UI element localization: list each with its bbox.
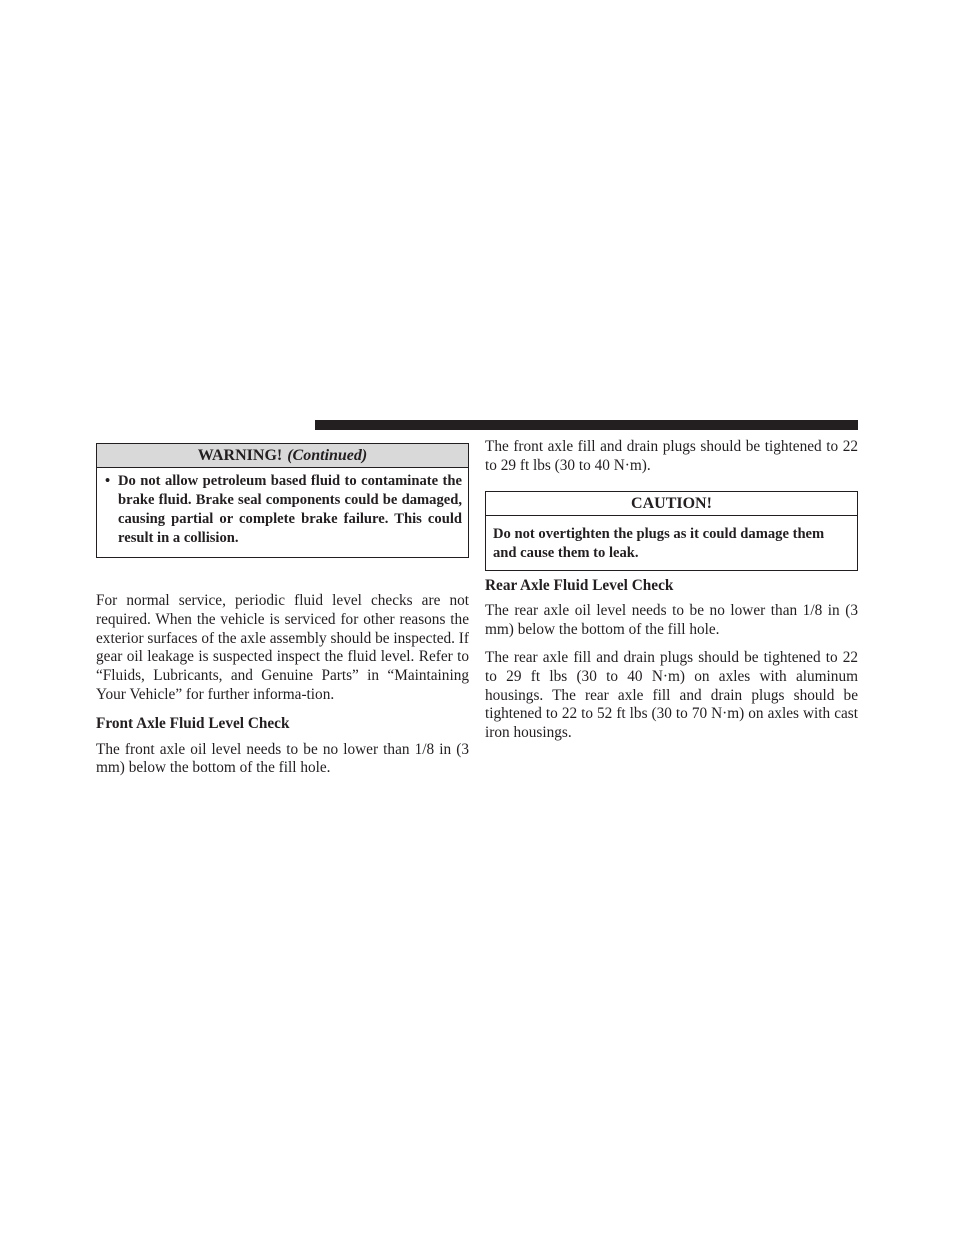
warning-body: [97, 468, 468, 557]
rear-axle-paragraph-1: The rear axle oil level needs to be no lower than 1/8 in (3 mm) below the bottom of the fill hole.: [485, 602, 858, 639]
warning-bullet-text: Do not allow petroleum based fluid to contaminate the brake fluid. Brake seal components could be damaged, causing partial or complete brake failure. This could result in a collision.: [118, 473, 462, 546]
intro-paragraph: For normal service, periodic fluid level checks are not required. When the vehicle is serviced for other reasons the exterior surfaces of the axle assembly should be inspected. If gear oil leakage is suspected inspect the fluid level. Refer to “Fluids, Lubricants, and Genuine Parts” in “Maintaining Your Vehicle” for further informa-tion.: [96, 592, 469, 703]
bullet-icon: •: [105, 473, 111, 489]
left-column: [96, 438, 469, 778]
right-column: [485, 438, 858, 743]
warning-continued: (Continued): [287, 447, 368, 464]
caution-box: [485, 491, 858, 571]
section-header-bar: [315, 420, 858, 430]
rear-axle-heading: Rear Axle Fluid Level Check: [485, 576, 674, 594]
rear-axle-paragraph-2: The rear axle fill and drain plugs should be tightened to 22 to 29 ft lbs (30 to 40 N·m) on axles with aluminum housings. The rear axle fill and drain plugs should be tightened to 22 to 52 ft lbs (30 to 70 N·m) on axles with cast iron housings.: [485, 648, 858, 742]
warning-title: WARNING!: [197, 447, 283, 464]
warning-box: [96, 443, 469, 558]
front-axle-heading: Front Axle Fluid Level Check: [96, 714, 290, 732]
warning-bullet-item: [105, 472, 462, 548]
caution-header: CAUTION!: [486, 492, 857, 516]
caution-body: Do not overtighten the plugs as it could damage them and cause them to leak.: [493, 525, 825, 561]
front-plugs-paragraph: The front axle fill and drain plugs should be tightened to 22 to 29 ft lbs (30 to 40 N·m).: [485, 438, 858, 474]
warning-header: [97, 444, 468, 468]
front-axle-paragraph: The front axle oil level needs to be no lower than 1/8 in (3 mm) below the bottom of the fill hole.: [96, 740, 469, 777]
